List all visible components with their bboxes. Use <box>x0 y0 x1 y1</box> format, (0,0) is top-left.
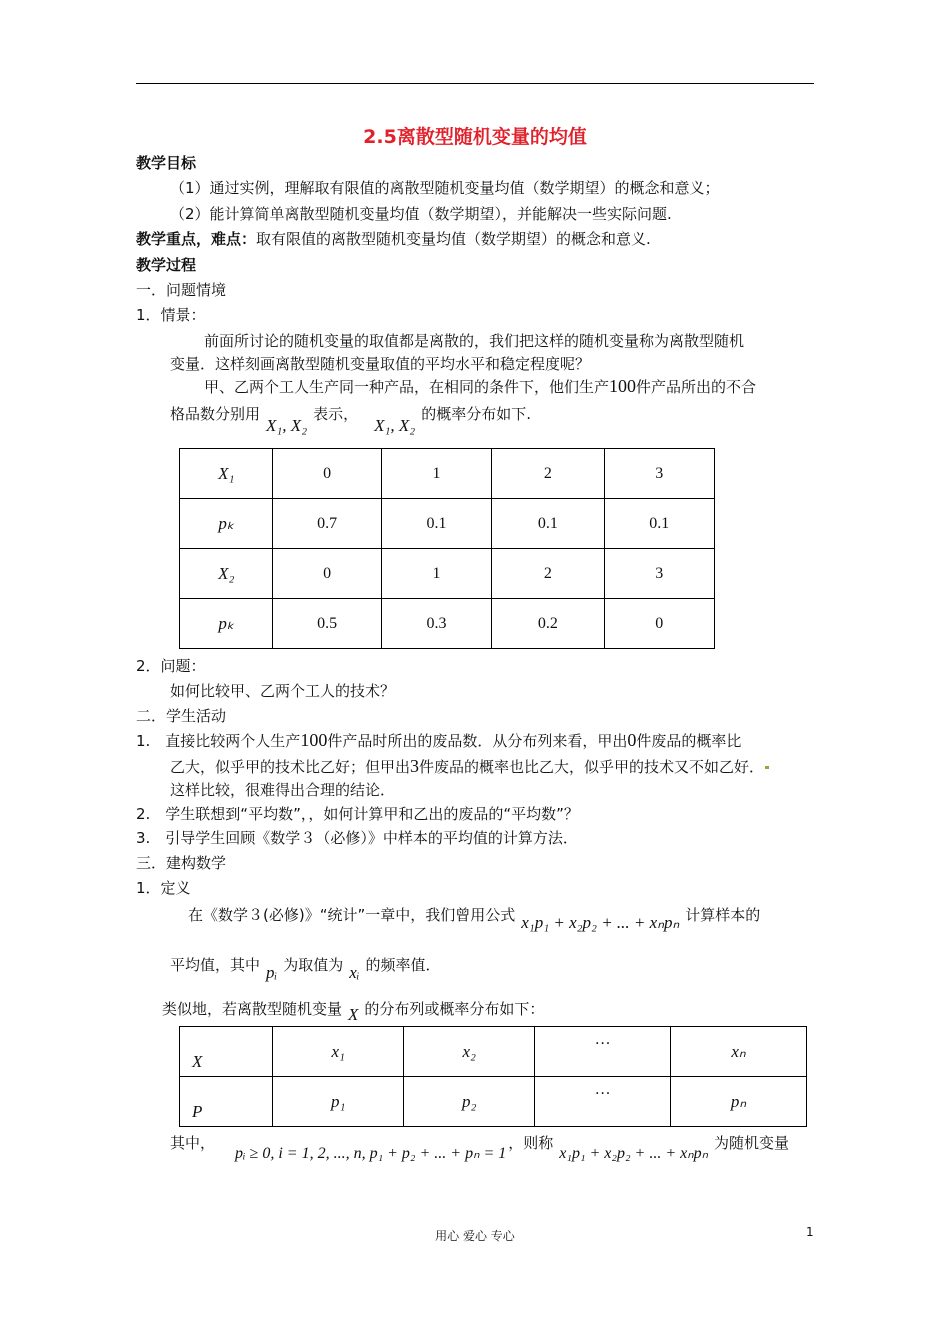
activity-3: 3. 引导学生回顾《数学３（必修）》中样本的平均值的计算方法． <box>136 829 578 847</box>
definition-text: 类似地，若离散型随机变量 <box>162 1000 343 1018</box>
math-x: X <box>348 1005 359 1024</box>
goal-2: （2）能计算简单离散型随机变量均值（数学期望），并能解决一些实际问题. <box>170 205 672 223</box>
definition-text: 计算样本的 <box>685 906 761 924</box>
definition-text: 为取值为 <box>283 956 344 974</box>
activity-1-line1 <box>136 730 741 751</box>
table-cell: pₙ <box>671 1077 807 1127</box>
activity-1-line2 <box>170 756 770 777</box>
activity-text: 乙大，似乎甲的技术比乙好；但甲出 <box>170 758 411 776</box>
goal-1: （1）通过实例，理解取有限值的离散型随机变量均值（数学期望）的概念和意义； <box>170 179 720 197</box>
definition-text: 在《数学３(必修)》“统计”一章中，我们曾用公式 <box>188 906 516 924</box>
table-cell: 1 <box>381 549 491 599</box>
number-100: 100 <box>609 376 637 396</box>
definition-text: 的分布列或概率分布如下： <box>364 1000 545 1018</box>
math-conditions: pᵢ ≥ 0, i = 1, 2, ..., n, p₁ + p₂ + ... + pₙ = 1 <box>235 1145 507 1162</box>
definition-line2 <box>170 955 441 982</box>
para2-text-d: 表示， <box>313 405 359 423</box>
expectation-line <box>170 1133 789 1162</box>
table-cell: … <box>535 1077 671 1127</box>
page-number: 1 <box>806 1225 814 1239</box>
math-weighted-sum: x₁p₁ + x₂p₂ + ... + xₙpₙ <box>559 1145 708 1162</box>
definition-line1 <box>188 905 761 932</box>
page-footer: 用心 爱心 专心 <box>435 1229 515 1243</box>
key-points <box>136 229 651 249</box>
table-cell: 0.1 <box>604 499 714 549</box>
table-cell: P <box>180 1077 273 1127</box>
activity-text: 件废品的概率也比乙大，似乎甲的技术又不如乙好． <box>419 758 765 776</box>
table-cell: … <box>535 1027 671 1077</box>
definition-line3 <box>162 999 545 1024</box>
math-weighted-sum: x₁p₁ + x₂p₂ + ... + xₙpₙ <box>521 913 680 932</box>
activity-text: 1. 直接比较两个人生产 <box>136 732 301 750</box>
part3-heading: 三．建构数学 <box>136 854 227 872</box>
expectation-text: ，则称 <box>508 1134 554 1152</box>
para2-text-b: 件产品所出的不合 <box>636 378 757 396</box>
para2-text-e: 的概率分布如下. <box>421 405 531 423</box>
question-label: 2．问题： <box>136 657 206 675</box>
section-heading-goals: 教学目标 <box>136 154 197 172</box>
para2-line2 <box>170 404 531 435</box>
definition-label: 1．定义 <box>136 879 191 897</box>
question-text: 如何比较甲、乙两个工人的技术？ <box>170 682 396 700</box>
key-points-label: 教学重点，难点： <box>136 230 257 248</box>
table-row <box>180 599 715 649</box>
table-cell: 0.5 <box>273 599 381 649</box>
scenario-label: 1．情景： <box>136 306 206 324</box>
definition-text: 的频率值． <box>365 956 441 974</box>
table-cell: 0 <box>273 549 381 599</box>
para2-line1 <box>204 376 756 397</box>
table-row <box>180 1027 807 1077</box>
table-cell: xₙ <box>671 1027 807 1077</box>
part1-heading: 一．问题情境 <box>136 281 227 299</box>
number-0: 0 <box>627 730 637 750</box>
table-cell: 3 <box>604 549 714 599</box>
section-heading-process: 教学过程 <box>136 256 197 274</box>
number-3: 3 <box>410 756 420 776</box>
expectation-text: 为随机变量 <box>713 1134 789 1152</box>
table-cell: 0.3 <box>381 599 491 649</box>
definition-text: 平均值，其中 <box>170 956 261 974</box>
activity-text: 件产品时所出的废品数．从分布列来看，甲出 <box>327 732 628 750</box>
activity-text: 件废品的概率比 <box>636 732 742 750</box>
math-x1-x2: X₁, X₂ <box>266 416 308 435</box>
table-cell: 0 <box>273 449 381 499</box>
activity-1-line3: 这样比较，很难得出合理的结论． <box>170 781 396 799</box>
header-rule <box>136 83 814 84</box>
table-cell: p₂ <box>404 1077 535 1127</box>
para2-text-c: 格品数分别用 <box>170 405 261 423</box>
table-cell: 2 <box>492 449 604 499</box>
math-xi: xᵢ <box>349 963 360 982</box>
table-cell: 0.7 <box>273 499 381 549</box>
table-cell: 0.1 <box>492 499 604 549</box>
table-cell: 1 <box>381 449 491 499</box>
table-cell: X <box>180 1027 273 1077</box>
table-row <box>180 449 715 499</box>
table-cell: 0.2 <box>492 599 604 649</box>
page-title: 2.5离散型随机变量的均值 <box>363 126 587 148</box>
table-row <box>180 1077 807 1127</box>
table-cell: 0.1 <box>381 499 491 549</box>
table-cell: 3 <box>604 449 714 499</box>
expectation-text: 其中， <box>170 1134 216 1152</box>
table-cell: x₂ <box>404 1027 535 1077</box>
key-points-text: 取有限值的离散型随机变量均值（数学期望）的概念和意义. <box>256 230 651 248</box>
math-pi: pᵢ <box>266 963 278 982</box>
table-cell: x₁ <box>273 1027 404 1077</box>
table-cell: p₁ <box>273 1077 404 1127</box>
table-cell: X₁ <box>180 449 273 499</box>
table-cell: pₖ <box>180 599 273 649</box>
number-100: 100 <box>300 730 328 750</box>
distribution-table-1 <box>179 448 715 649</box>
activity-2: 2. 学生联想到“平均数”，，如何计算甲和乙出的废品的“平均数”？ <box>136 805 579 823</box>
part2-heading: 二．学生活动 <box>136 707 227 725</box>
distribution-table-2 <box>179 1026 807 1127</box>
table-cell: X₂ <box>180 549 273 599</box>
table-row <box>180 549 715 599</box>
para1-line2: 变量．这样刻画离散型随机变量取值的平均水平和稳定程度呢？ <box>170 355 591 373</box>
mark-dot <box>765 766 769 769</box>
math-x1-x2-second: X₁, X₂ <box>374 416 416 435</box>
table-cell: pₖ <box>180 499 273 549</box>
para2-text-a: 甲、乙两个工人生产同一种产品，在相同的条件下，他们生产 <box>204 378 610 396</box>
table-cell: 2 <box>492 549 604 599</box>
para1-line1: 前面所讨论的随机变量的取值都是离散的，我们把这样的随机变量称为离散型随机 <box>204 332 745 350</box>
table-row <box>180 499 715 549</box>
table-cell: 0 <box>604 599 714 649</box>
